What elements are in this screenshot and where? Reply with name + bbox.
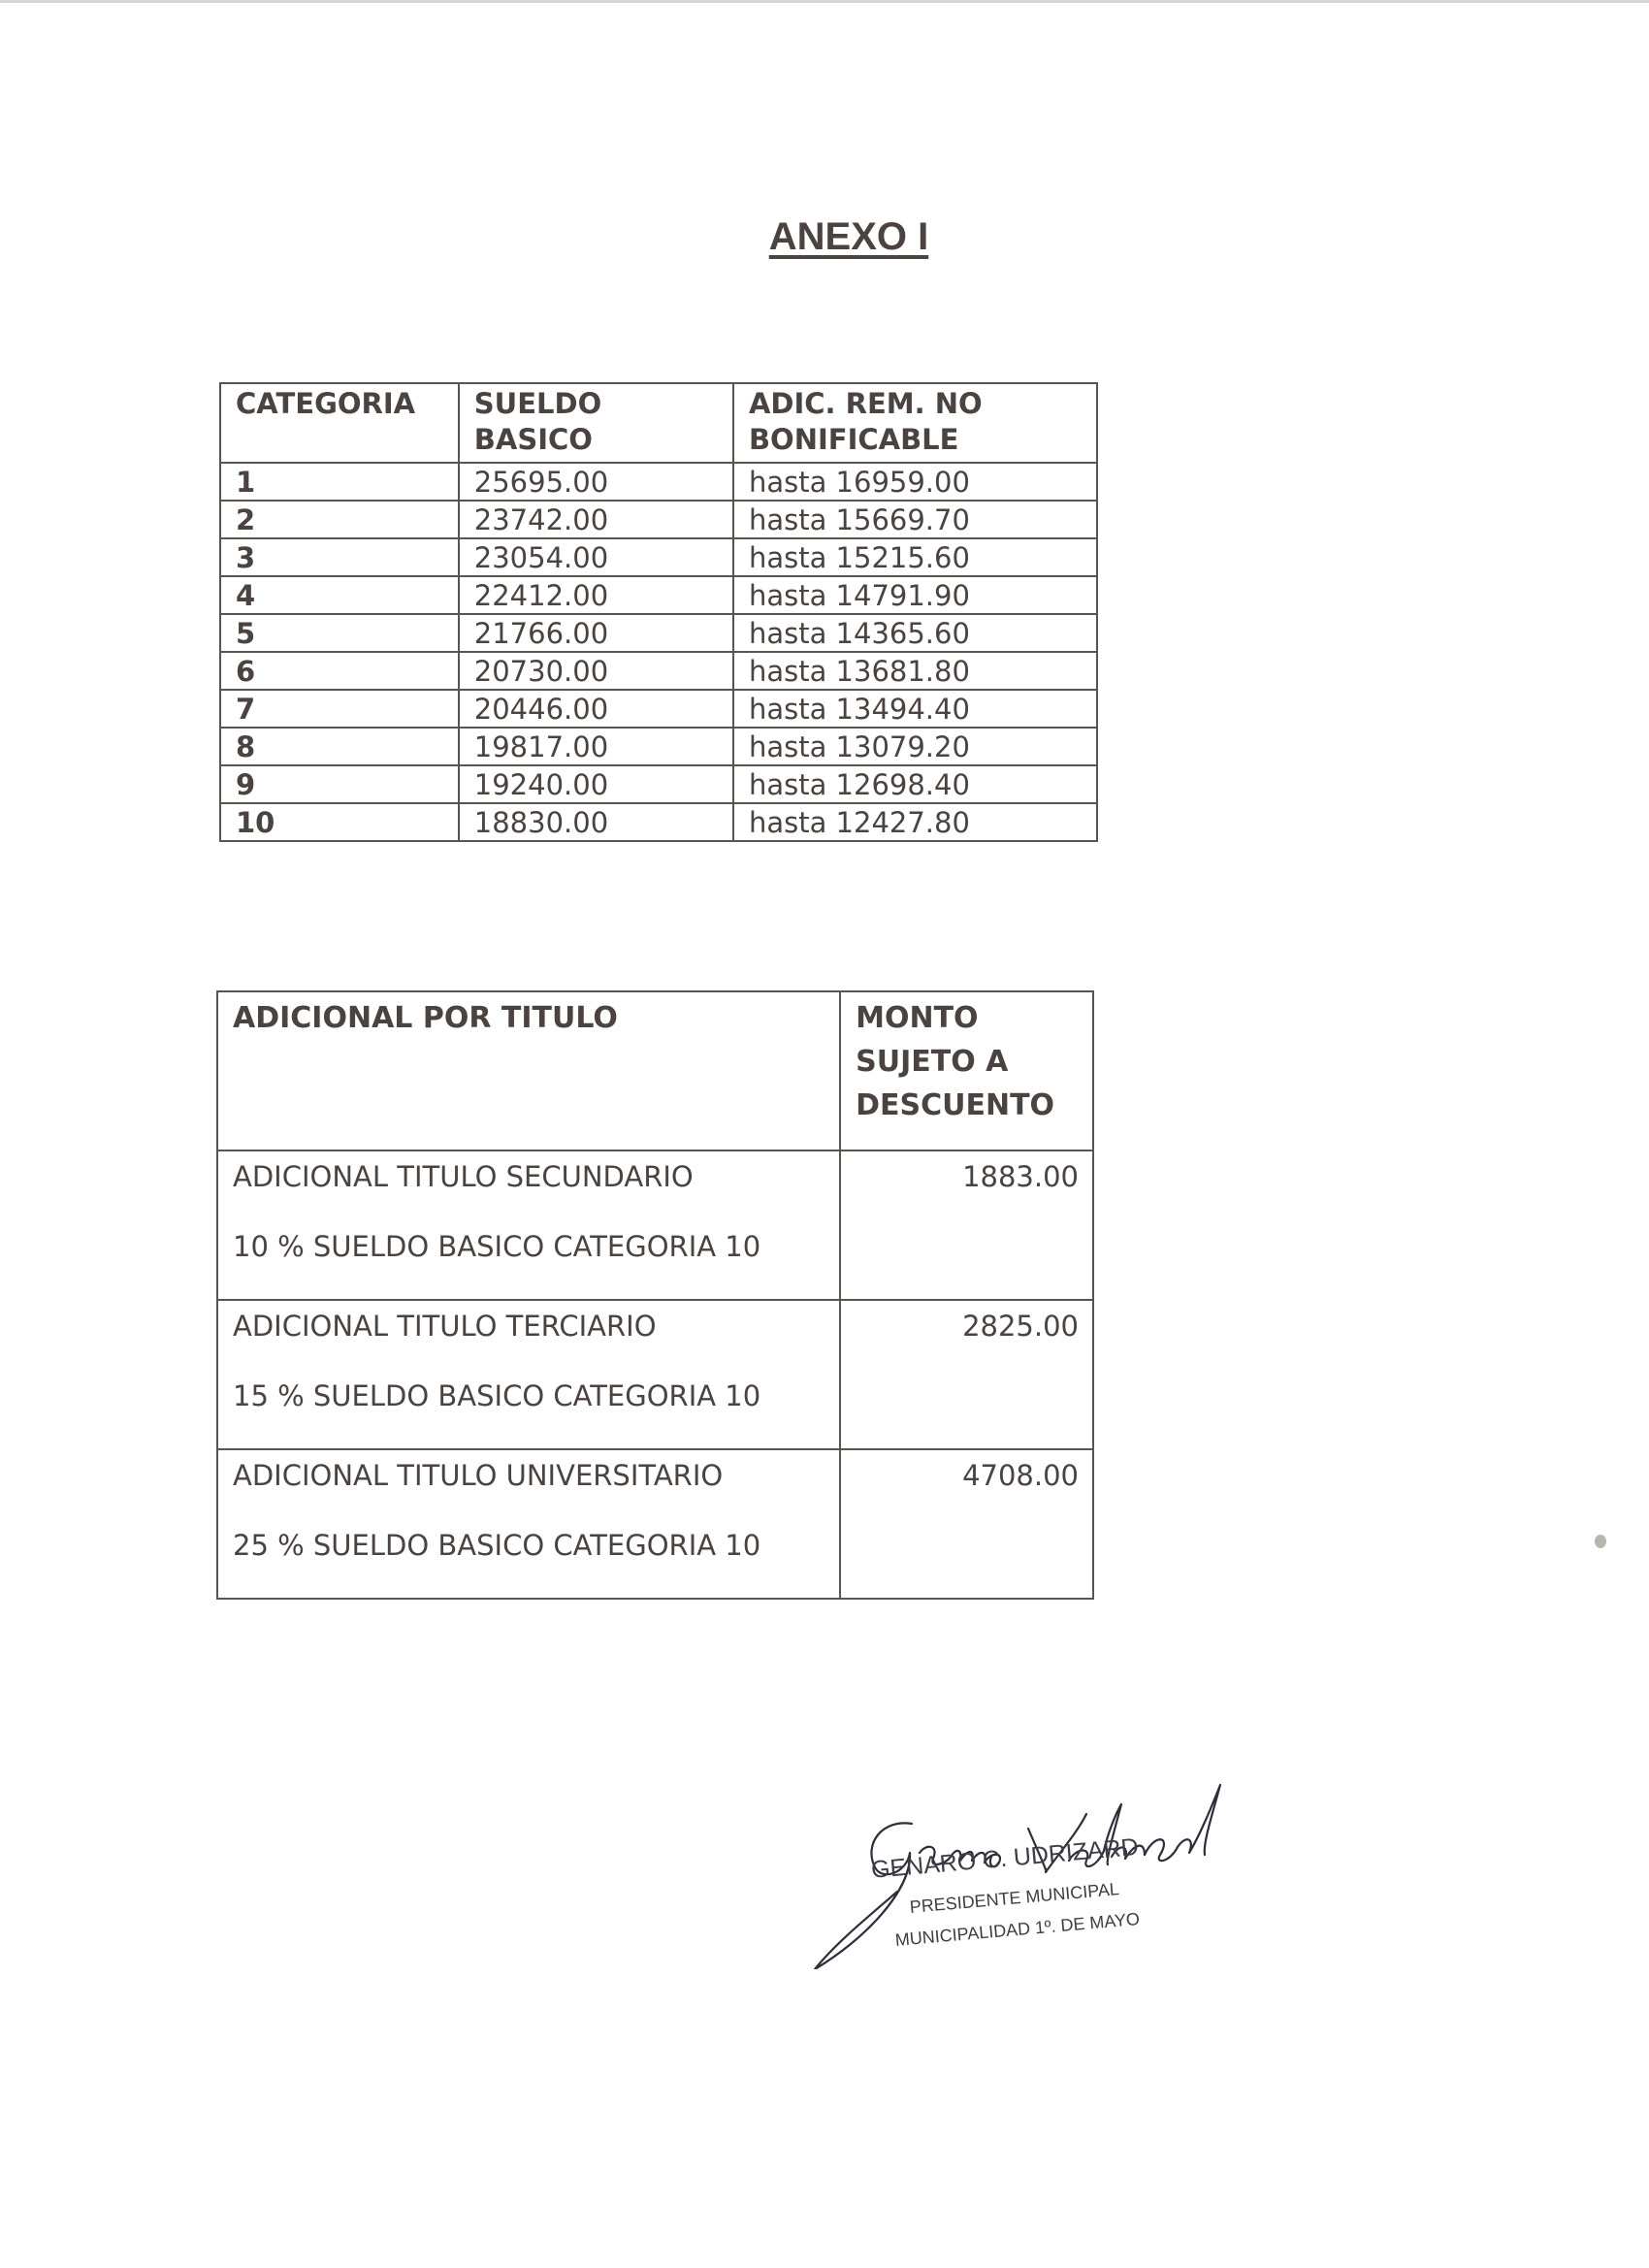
categoria-cell: 4 — [220, 576, 459, 614]
sueldo-cell: 25695.00 — [459, 463, 733, 501]
stamp-organization: MUNICIPALIDAD 1º. DE MAYO — [894, 1908, 1141, 1950]
title-allowance-table — [216, 990, 1094, 1600]
sueldo-cell: 23742.00 — [459, 501, 733, 538]
table-row — [220, 463, 1097, 501]
adicional-cell: hasta 13079.20 — [733, 728, 1097, 765]
sueldo-cell: 21766.00 — [459, 614, 733, 652]
adicional-cell: hasta 14791.90 — [733, 576, 1097, 614]
concepto-detail: 15 % SUELDO BASICO CATEGORIA 10 — [233, 1379, 761, 1412]
table-row — [217, 1300, 1093, 1449]
table-row — [220, 728, 1097, 765]
monto-cell: 2825.00 — [840, 1300, 1093, 1449]
concepto-cell — [217, 1449, 840, 1599]
concepto-cell — [217, 1300, 840, 1449]
sueldo-cell: 20730.00 — [459, 652, 733, 690]
scan-edge — [0, 0, 1649, 3]
adicional-cell: hasta 14365.60 — [733, 614, 1097, 652]
table-row — [220, 576, 1097, 614]
table-row — [220, 803, 1097, 841]
concepto-label: ADICIONAL TITULO TERCIARIO — [233, 1310, 657, 1343]
adicional-cell: hasta 15215.60 — [733, 538, 1097, 576]
adicional-cell: hasta 15669.70 — [733, 501, 1097, 538]
stamp-role: PRESIDENTE MUNICIPAL — [909, 1879, 1120, 1917]
header-monto-sujeto-a-descuento: MONTO SUJETO A DESCUENTO — [840, 991, 1093, 1150]
table-row — [220, 690, 1097, 728]
sueldo-cell: 19240.00 — [459, 765, 733, 803]
handwritten-signature — [805, 1775, 1232, 1969]
concepto-label: ADICIONAL TITULO UNIVERSITARIO — [233, 1459, 724, 1492]
categoria-cell: 2 — [220, 501, 459, 538]
sueldo-cell: 23054.00 — [459, 538, 733, 576]
concepto-detail: 10 % SUELDO BASICO CATEGORIA 10 — [233, 1230, 761, 1263]
header-adicional-por-titulo: ADICIONAL POR TITULO — [217, 991, 840, 1150]
categoria-cell: 6 — [220, 652, 459, 690]
adicional-cell: hasta 13681.80 — [733, 652, 1097, 690]
categoria-cell: 1 — [220, 463, 459, 501]
categoria-cell: 9 — [220, 765, 459, 803]
categoria-cell: 8 — [220, 728, 459, 765]
table-row — [217, 1150, 1093, 1300]
header-categoria: CATEGORIA — [220, 383, 459, 463]
document-title: ANEXO I — [768, 215, 929, 258]
concepto-cell — [217, 1150, 840, 1300]
header-sueldo-basico: SUELDO BASICO — [459, 383, 733, 463]
category-salary-table — [219, 382, 1098, 842]
table-row — [220, 614, 1097, 652]
adicional-cell: hasta 16959.00 — [733, 463, 1097, 501]
stamp-name: GENARO C. UDRIZARD — [870, 1832, 1140, 1884]
table-row — [220, 765, 1097, 803]
header-adicional-no-bonificable: ADIC. REM. NO BONIFICABLE — [733, 383, 1097, 463]
categoria-cell: 5 — [220, 614, 459, 652]
table-row — [220, 652, 1097, 690]
adicional-cell: hasta 12698.40 — [733, 765, 1097, 803]
concepto-detail: 25 % SUELDO BASICO CATEGORIA 10 — [233, 1529, 761, 1562]
table-row — [220, 501, 1097, 538]
adicional-cell: hasta 13494.40 — [733, 690, 1097, 728]
table-row — [217, 1449, 1093, 1599]
monto-cell: 1883.00 — [840, 1150, 1093, 1300]
categoria-cell: 3 — [220, 538, 459, 576]
sueldo-cell: 22412.00 — [459, 576, 733, 614]
adicional-cell: hasta 12427.80 — [733, 803, 1097, 841]
sueldo-cell: 19817.00 — [459, 728, 733, 765]
scan-speck — [1595, 1535, 1606, 1548]
table-row — [220, 538, 1097, 576]
sueldo-cell: 20446.00 — [459, 690, 733, 728]
table-header-row — [217, 991, 1093, 1150]
monto-cell: 4708.00 — [840, 1449, 1093, 1599]
table-header-row — [220, 383, 1097, 463]
categoria-cell: 10 — [220, 803, 459, 841]
categoria-cell: 7 — [220, 690, 459, 728]
sueldo-cell: 18830.00 — [459, 803, 733, 841]
concepto-label: ADICIONAL TITULO SECUNDARIO — [233, 1160, 694, 1193]
